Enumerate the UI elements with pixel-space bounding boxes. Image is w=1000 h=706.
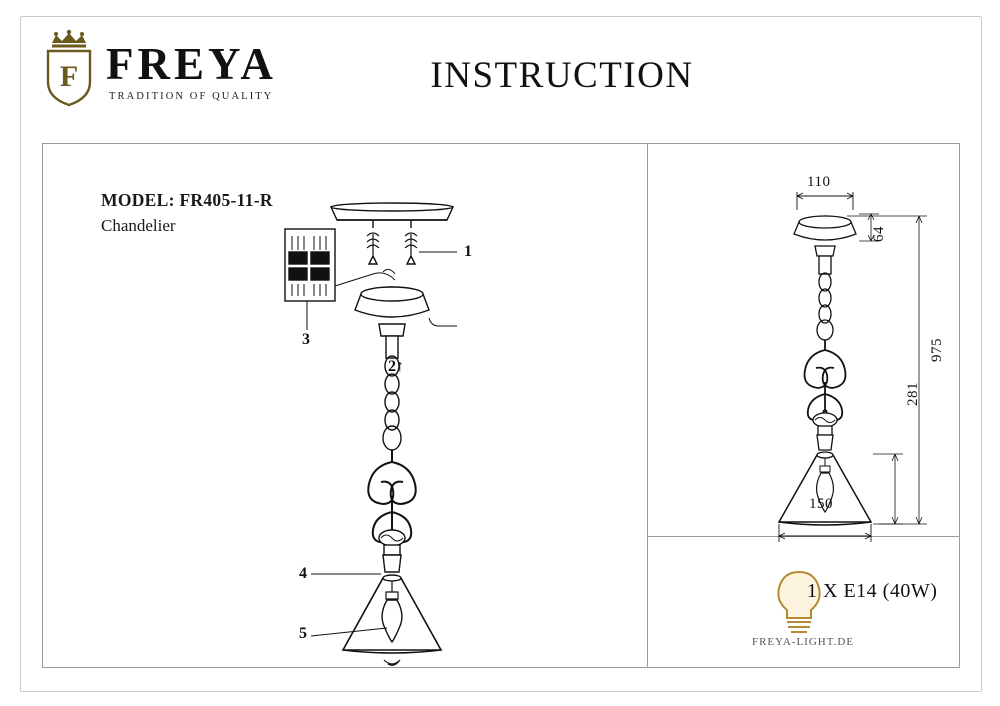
brand-name: FREYA — [106, 39, 277, 89]
website-footer: FREYA-LIGHT.DE — [751, 636, 855, 648]
callout-2-arrow: ↑ — [396, 358, 404, 375]
brand-logo — [42, 28, 277, 104]
dimension-drawing — [647, 144, 959, 536]
brand-tagline: TRADITION OF QUALITY — [109, 91, 274, 102]
dim-canopy-height: 64 — [871, 226, 887, 242]
page-title: INSTRUCTION — [430, 55, 694, 96]
callout-2-number: 2 — [388, 358, 396, 375]
dim-shade-width: 150 — [809, 496, 833, 512]
model-value: FR405-11-R — [179, 190, 273, 210]
crest-icon — [42, 30, 96, 104]
callout-5: 5 — [299, 625, 307, 642]
dim-shade-height: 281 — [905, 382, 921, 406]
svg-text:F: F — [59, 60, 79, 93]
page-header — [42, 28, 958, 120]
dim-width-top: 110 — [807, 174, 831, 190]
callout-2 — [388, 358, 404, 376]
model-label: MODEL: — [101, 190, 175, 210]
exploded-diagram — [43, 144, 647, 667]
callout-1: 1 — [464, 243, 472, 260]
brand-text — [106, 39, 277, 102]
callout-4: 4 — [299, 565, 307, 582]
lamp-spec-text: 1 X E14 (40W) — [807, 580, 938, 602]
callout-3: 3 — [302, 331, 310, 348]
lamp-spec-block — [647, 536, 959, 667]
dim-total-height: 975 — [929, 338, 945, 362]
product-type: Chandelier — [101, 215, 176, 235]
content-frame — [42, 143, 960, 668]
crest-svg — [42, 30, 96, 106]
